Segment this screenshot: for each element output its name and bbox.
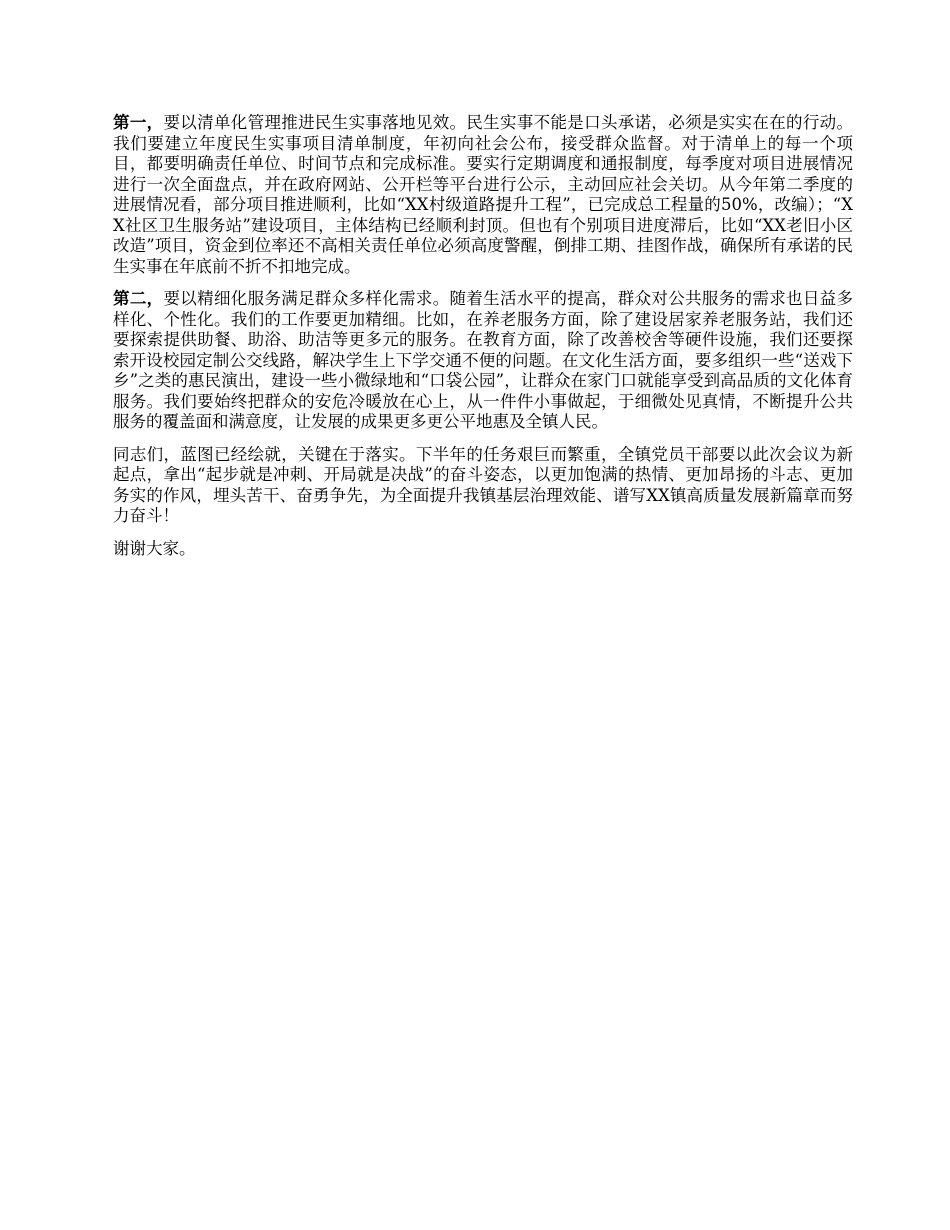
paragraph-thanks (113, 539, 853, 560)
document-page (113, 113, 853, 571)
paragraph-text: 要以精细化服务满足群众多样化需求。随着生活水平的提高，群众对公共服务的需求也日益多样化、个性化。我们的工作要更加精细。比如，在养老服务方面，除了建设居家养老服务站，我们还要探索提供助餐、助浴、助洁等更多元的服务。在教育方面，除了改善校舍等硬件设施，我们还要探索开设校园定制公交线路，解决学生上下学交通不便的问题。在文化生活方面，要多组织一些“送戏下乡”之类的惠民演出，建设一些小微绿地和“口袋公园”，让群众在家门口就能享受到高品质的文化体育服务。我们要始终把群众的安危冷暖放在心上，从一件件小事做起，于细微处见真情，不断提升公共服务的覆盖面和满意度，让发展的成果更多更公平地惠及全镇人民。 (113, 289, 854, 431)
paragraph-text: 要以清单化管理推进民生实事落地见效。民生实事不能是口头承诺，必须是实实在在的行动。我们要建立年度民生实事项目清单制度，年初向社会公布，接受群众监督。对于清单上的每一个项目，都要明确责任单位、时间节点和完成标准。要实行定期调度和通报制度，每季度对项目进展情况进行一次全面盘点，并在政府网站、公开栏等平台进行公示，主动回应社会关切。从今年第二季度的进展情况看，部分项目推进顺利，比如“XX村级道路提升工程”，已完成总工程量的50%，改编）；“XX社区卫生服务站”建设项目，主体结构已经顺利封顶。但也有个别项目进度滞后，比如“XX老旧小区改造”项目，资金到位率还不高相关责任单位必须高度警醒，倒排工期、挂图作战，确保所有承诺的民生实事在年底前不折不扣地完成。 (113, 113, 854, 276)
paragraph-lead: 第一， (113, 113, 164, 132)
paragraph-second (113, 289, 853, 433)
paragraph-closing (113, 445, 853, 527)
paragraph-lead: 第二， (113, 289, 164, 308)
paragraph-text: 谢谢大家。 (113, 538, 196, 558)
paragraph-text: 同志们，蓝图已经绘就，关键在于落实。下半年的任务艰巨而繁重，全镇党员干部要以此次会议为新起点，拿出“起步就是冲刺、开局就是决战”的奋斗姿态，以更加饱满的热情、更加昂扬的斗志、更加务实的作风，埋头苦干、奋勇争先，为全面提升我镇基层治理效能、谱写XX镇高质量发展新篇章而努力奋斗！ (113, 444, 853, 525)
paragraph-first (113, 113, 853, 277)
